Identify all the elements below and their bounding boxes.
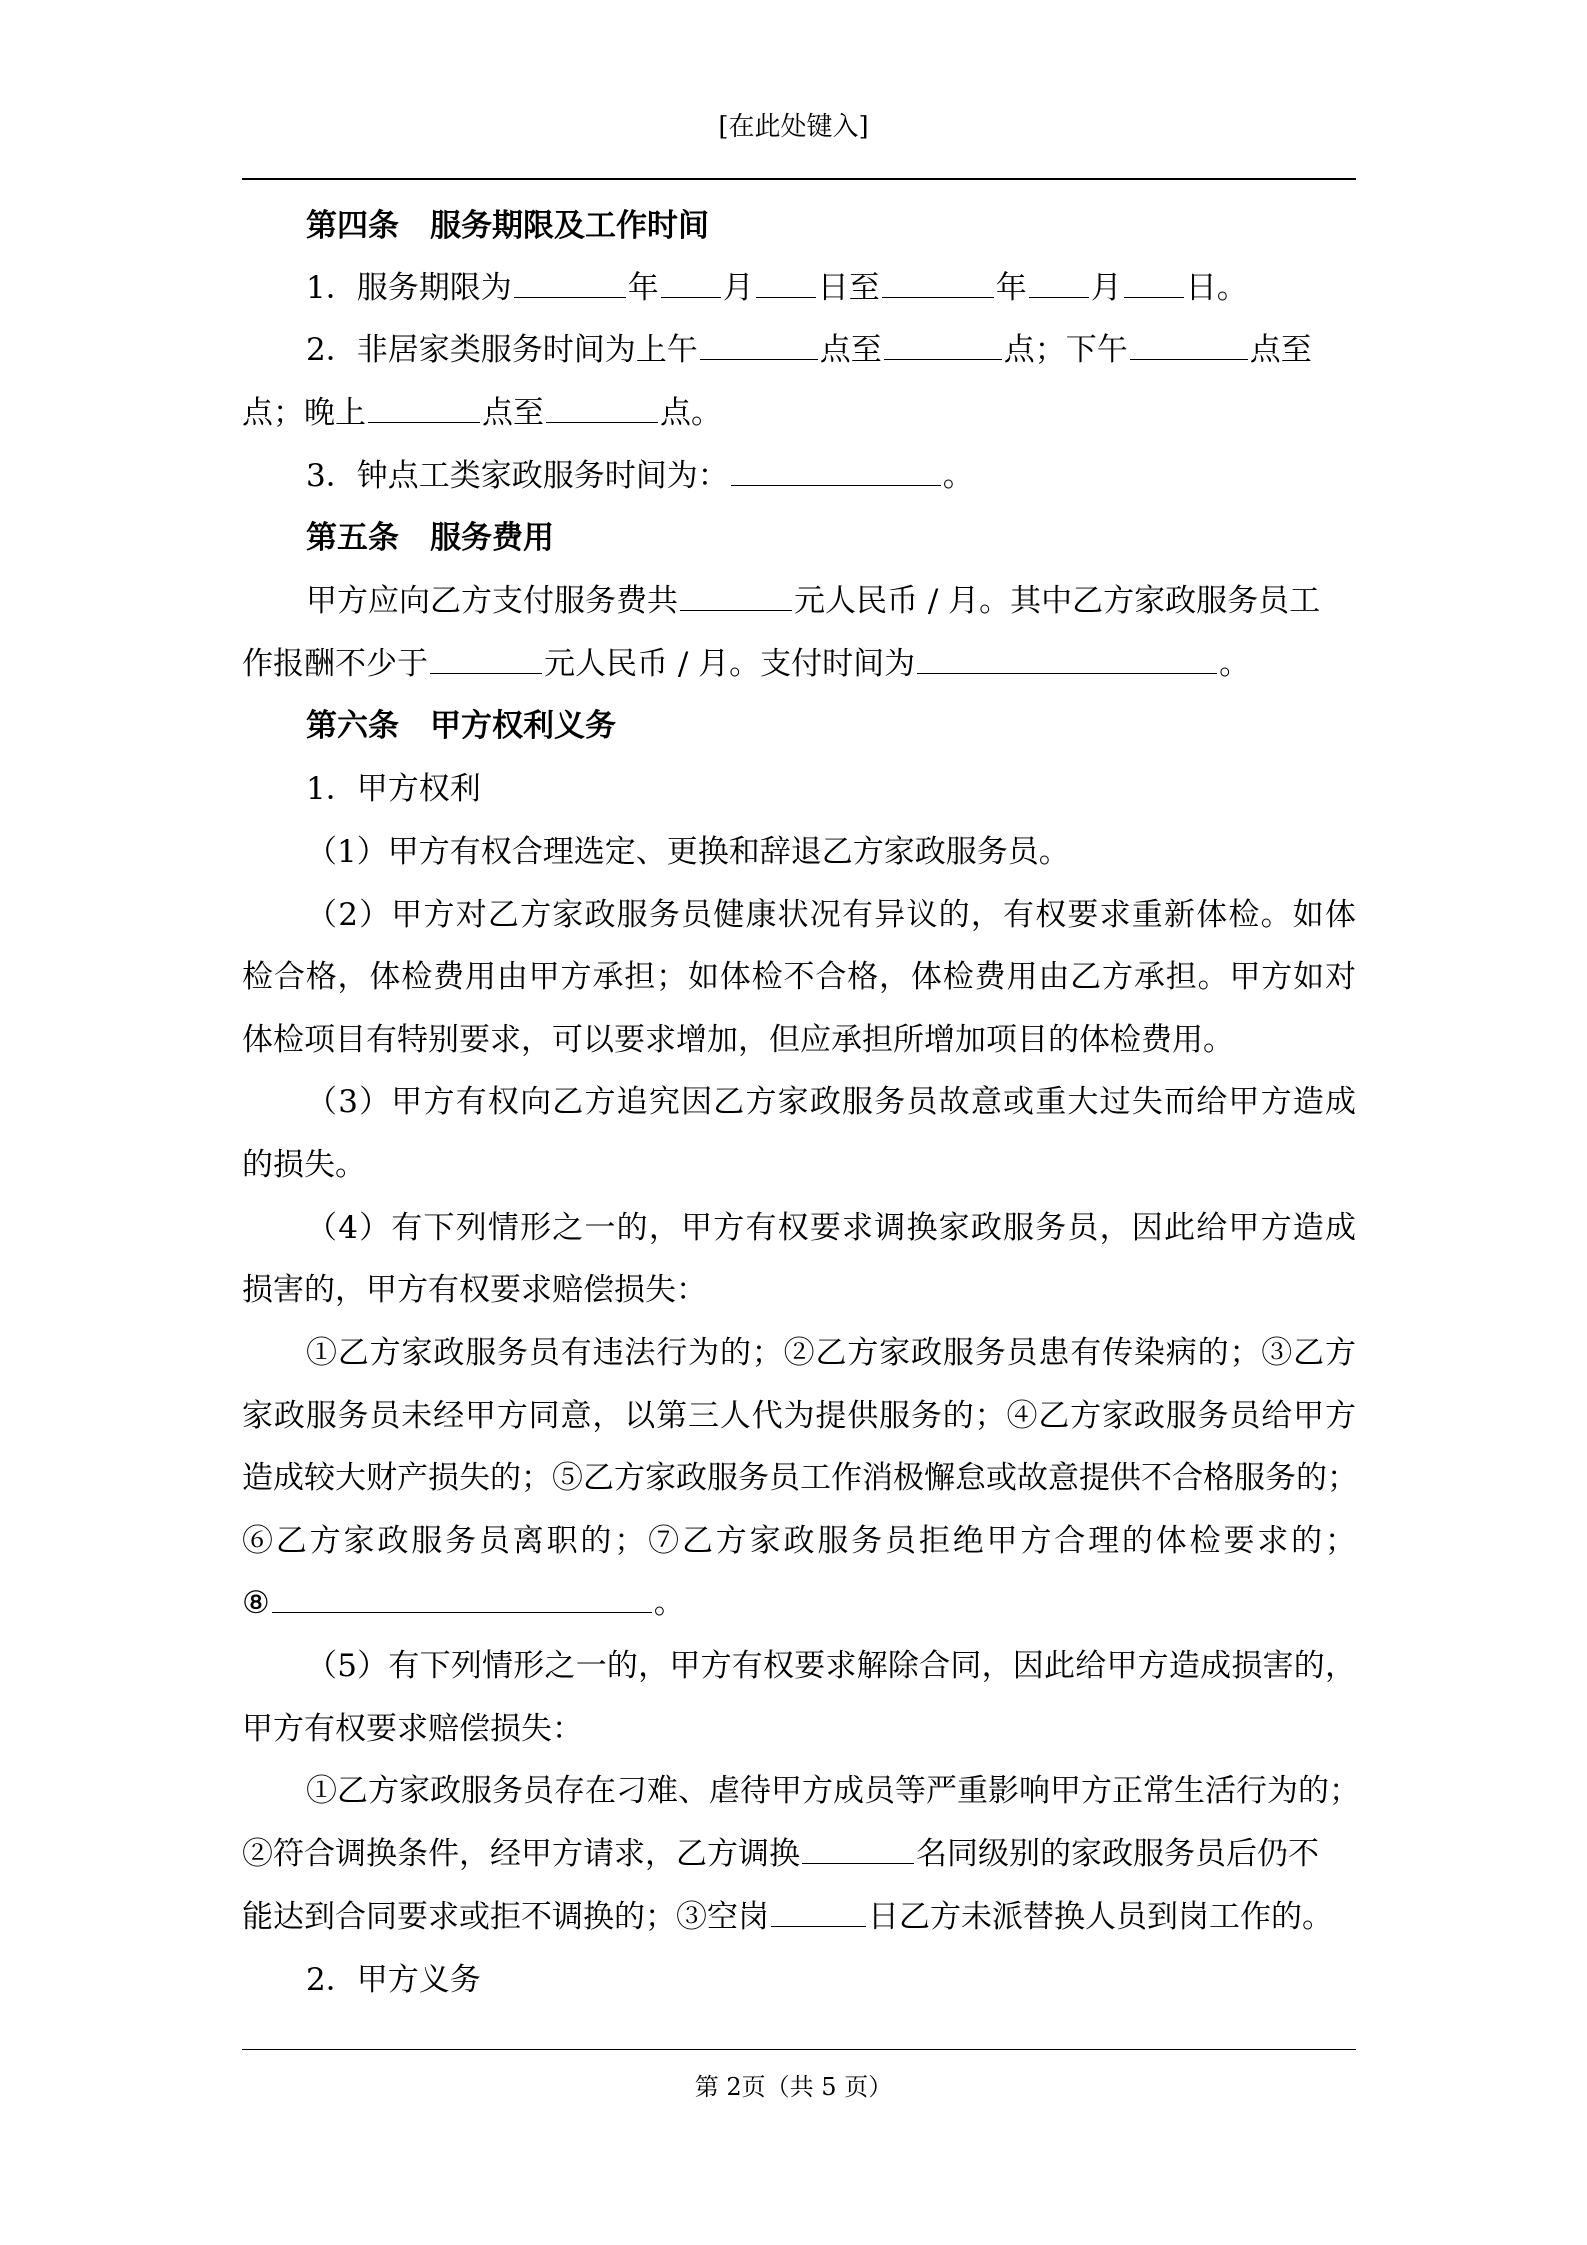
article-5-title: 第五条 服务费用	[306, 520, 554, 556]
blank-end-day[interactable]	[1124, 271, 1184, 298]
right-4-line-2: 损害的，甲方有权要求赔偿损失：	[242, 1272, 707, 1308]
page-header: [在此处键入]	[718, 112, 869, 142]
blank-end-month[interactable]	[1029, 271, 1089, 298]
case-list-line-5: ⑧ 。	[242, 1585, 685, 1621]
article-6-title: 第六条 甲方权利义务	[306, 708, 616, 744]
evening-hours-line: 点；晚上 点至 点。	[242, 395, 722, 431]
right-2-line-3: 体检项目有特别要求，可以要求增加，但应承担所增加项目的体检费用。	[242, 1022, 1234, 1058]
fee-line-2: 作报酬不少于 元人民币 / 月。支付时间为 。	[242, 646, 1251, 682]
right-3-line-1: （3）甲方有权向乙方追究因乙方家政服务员故意或重大过失而给甲方造成	[306, 1084, 1356, 1120]
blank-evening-end[interactable]	[546, 396, 658, 423]
case-list-line-4: ⑥乙方家政服务员离职的；⑦乙方家政服务员拒绝甲方合理的体检要求的；	[242, 1523, 1356, 1559]
right-3-line-2: 的损失。	[242, 1147, 366, 1183]
party-a-rights-heading: 1．甲方权利	[306, 771, 481, 807]
fee-line-1: 甲方应向乙方支付服务费共 元人民币 / 月。其中乙方家政服务员工	[306, 583, 1321, 619]
party-a-duties-heading: 2．甲方义务	[306, 1962, 481, 1998]
page-footer: 第 2页（共 5 页）	[694, 2073, 893, 2101]
termination-line-3: 能达到合同要求或拒不调换的；③空岗 日乙方未派替换人员到岗工作的。	[242, 1899, 1333, 1935]
blank-hourly-time[interactable]	[731, 459, 941, 486]
case-list-line-3: 造成较大财产损失的；⑤乙方家政服务员工作消极懈怠或故意提供不合格服务的；	[242, 1460, 1358, 1496]
hourly-service-line: 3．钟点工类家政服务时间为： 。	[306, 458, 974, 494]
blank-end-year[interactable]	[882, 271, 994, 298]
right-5-line-1: （5）有下列情形之一的，甲方有权要求解除合同，因此给甲方造成损害的，	[306, 1648, 1356, 1684]
termination-line-1: ①乙方家政服务员存在刁难、虐待甲方成员等严重影响甲方正常生活行为的；	[306, 1773, 1360, 1809]
blank-vacancy-days[interactable]	[771, 1900, 866, 1927]
termination-line-2: ②符合调换条件，经甲方请求，乙方调换 名同级别的家政服务员后仍不	[242, 1836, 1319, 1872]
blank-start-day[interactable]	[756, 271, 816, 298]
article-4-title: 第四条 服务期限及工作时间	[306, 208, 709, 244]
blank-am-start[interactable]	[700, 333, 818, 360]
blank-payment-time[interactable]	[917, 647, 1217, 674]
blank-am-end[interactable]	[884, 333, 1002, 360]
blank-evening-start[interactable]	[368, 396, 480, 423]
blank-replacement-count[interactable]	[802, 1837, 914, 1864]
blank-other-case[interactable]	[272, 1586, 652, 1613]
right-4-line-1: （4）有下列情形之一的，甲方有权要求调换家政服务员，因此给甲方造成	[306, 1210, 1356, 1246]
case-list-line-1: ①乙方家政服务员有违法行为的；②乙方家政服务员患有传染病的；③乙方	[306, 1335, 1356, 1371]
blank-service-fee[interactable]	[680, 584, 792, 611]
right-2-line-1: （2）甲方对乙方家政服务员健康状况有异议的，有权要求重新体检。如体	[306, 897, 1356, 933]
non-resident-hours-line: 2．非居家类服务时间为上午 点至 点；下午 点至	[306, 332, 1312, 368]
blank-pm-start[interactable]	[1130, 333, 1248, 360]
service-period-line: 1．服务期限为 年 月 日至 年 月 日。	[306, 270, 1248, 306]
case-list-line-2: 家政服务员未经甲方同意，以第三人代为提供服务的；④乙方家政服务员给甲方	[242, 1398, 1356, 1434]
document-body	[242, 0, 1360, 2040]
blank-min-salary[interactable]	[430, 647, 542, 674]
blank-start-year[interactable]	[514, 271, 626, 298]
blank-start-month[interactable]	[661, 271, 721, 298]
right-1: （1）甲方有权合理选定、更换和辞退乙方家政服务员。	[306, 834, 1070, 870]
right-5-line-2: 甲方有权要求赔偿损失：	[242, 1711, 583, 1747]
right-2-line-2: 检合格，体检费用由甲方承担；如体检不合格，体检费用由乙方承担。甲方如对	[242, 959, 1356, 995]
footer-rule	[242, 2049, 1356, 2050]
